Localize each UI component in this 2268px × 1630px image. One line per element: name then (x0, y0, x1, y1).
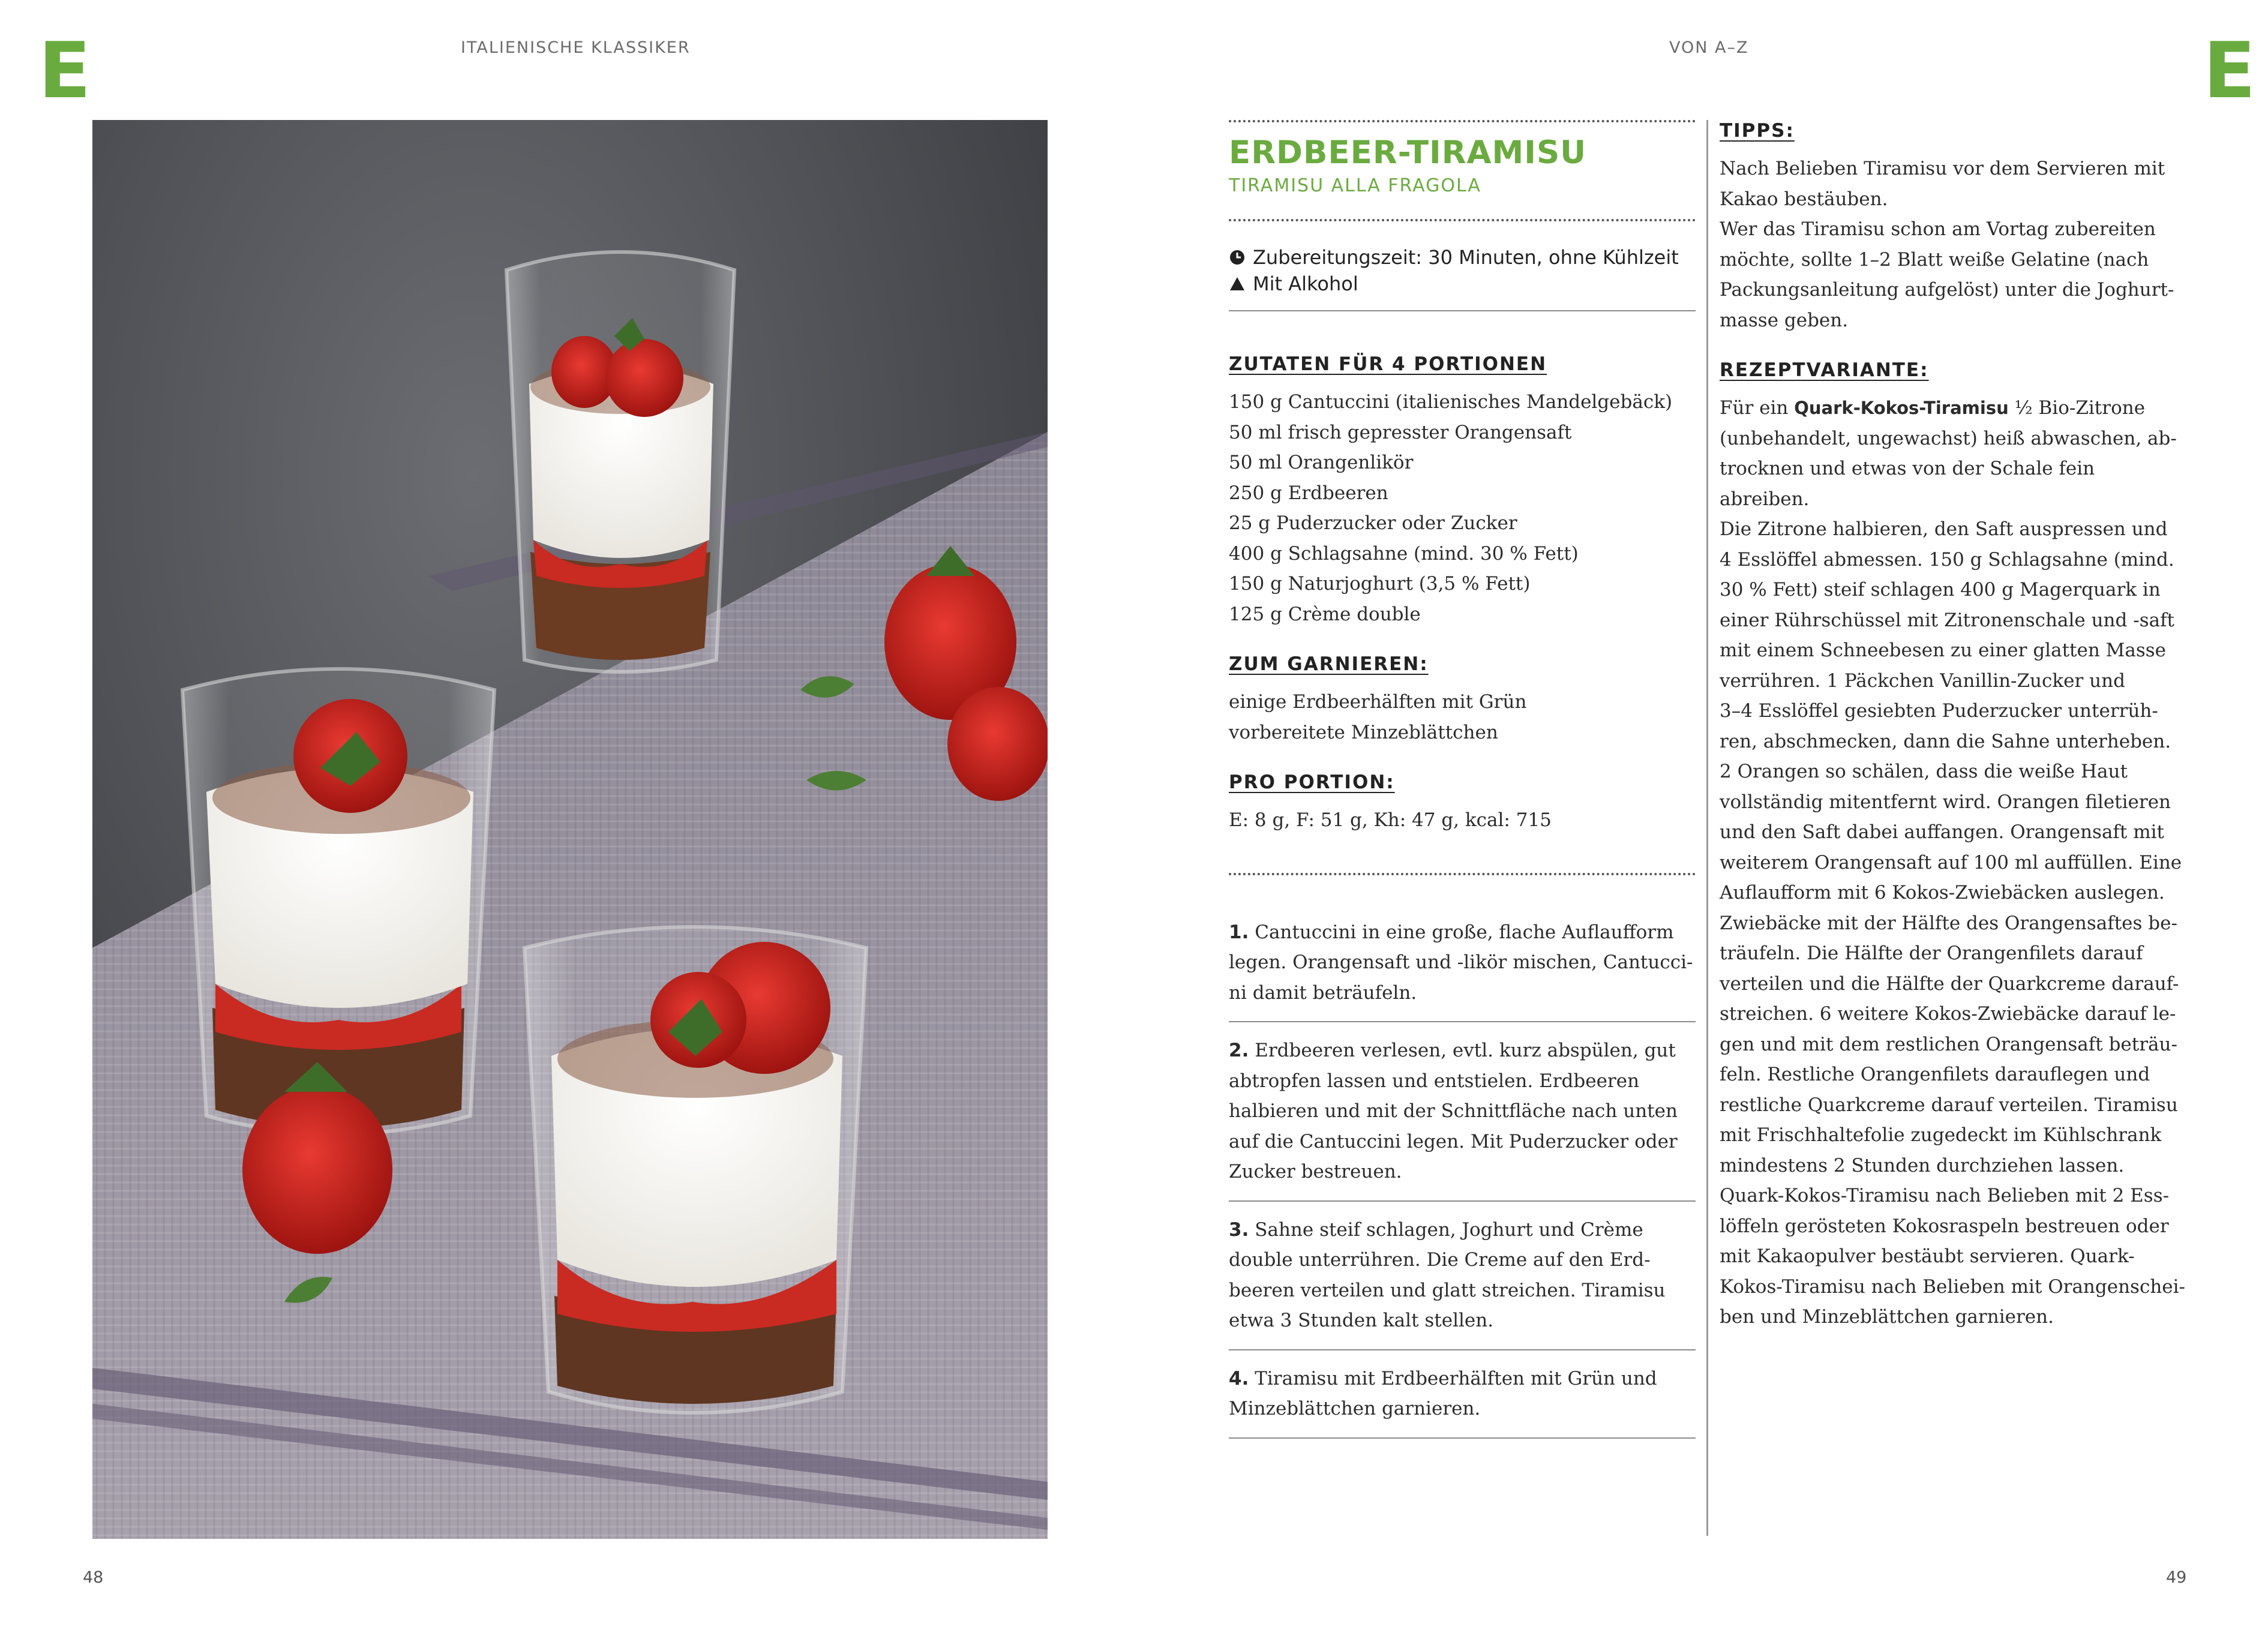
variant-line: verrühren. 1 Päckchen Vanillin-Zucker und (1720, 670, 2125, 692)
recipe-meta (1229, 244, 1696, 297)
ingredient-item: 400 g Schlagsahne (mind. 30 % Fett) (1229, 542, 1579, 565)
step-line: Sahne steif schlagen, Joghurt und Crème (1255, 1218, 1643, 1241)
clock-icon (1229, 249, 1246, 266)
step-line: etwa 3 Stunden kalt stellen. (1229, 1310, 1494, 1332)
variant-line: träufeln. Die Hälfte der Orangenfilets darauf (1720, 942, 2143, 964)
step-line: Tiramisu mit Erdbeerhälften mit Grün und (1255, 1367, 1657, 1389)
ingredient-item: 150 g Naturjoghurt (3,5 % Fett) (1229, 573, 1531, 595)
variant-line: gen und mit dem restlichen Orangensaft beträu- (1720, 1033, 2177, 1055)
variant-line: Auflaufform mit 6 Kokos-Zwiebäcken auslegen. (1720, 882, 2165, 903)
variant-line: Zwiebäcke mit der Hälfte des Orangensaftes be- (1720, 912, 2177, 934)
step-number: 4. (1229, 1367, 1249, 1389)
tips-column (1720, 120, 2188, 1332)
step-number: 2. (1229, 1040, 1249, 1062)
variant-first-line: ½ Bio-Zitrone (2014, 397, 2146, 419)
step-number: 1. (1229, 921, 1249, 943)
variant-heading: REZEPTVARIANTE: (1720, 359, 1929, 381)
variant-line: trocknen und etwas von der Schale fein abreiben. (1720, 458, 2095, 510)
variant-line: (unbehandelt, ungewachst) heiß abwaschen, ab- (1720, 427, 2177, 449)
ingredient-item: 50 ml Orangenlikör (1229, 452, 1414, 474)
step-line: halbieren und mit der Schnittfläche nach unten (1229, 1100, 1678, 1122)
step-line: ni damit beträufeln. (1229, 981, 1417, 1004)
rule (1229, 1349, 1696, 1350)
dessert-photo (92, 120, 1048, 1539)
step-line: Cantuccini in eine große, flache Auflaufform (1255, 921, 1674, 943)
step-line: abtropfen lassen und entstielen. Erdbeeren (1229, 1070, 1640, 1092)
variant-line: streichen. 6 weitere Kokos-Zwiebäcke darauf le- (1720, 1003, 2176, 1025)
variant-line: vollständig mitentfernt wird. Orangen filetieren (1720, 791, 2171, 813)
tips-line: möchte, sollte 1–2 Blatt weiße Gelatine (nach (1720, 248, 2149, 271)
ingredient-item: 125 g Crème double (1229, 603, 1421, 625)
portion-values: E: 8 g, F: 51 g, Kh: 47 g, kcal: 715 (1229, 809, 1552, 831)
ingredients-heading: ZUTATEN FÜR 4 PORTIONEN (1229, 353, 1547, 376)
variant-line: 30 % Fett) steif schlagen 400 g Magerquark in (1720, 579, 2161, 601)
dotted-rule (1229, 219, 1696, 221)
garnish-item: vorbereitete Minzeblättchen (1229, 721, 1498, 743)
tips-line: Nach Belieben Tiramisu vor dem Servieren mit (1720, 158, 2165, 179)
tips-line: Kakao bestäuben. (1720, 188, 1888, 210)
step-line: double unterrühren. Die Creme auf den Erd- (1229, 1249, 1651, 1271)
step-line: Erdbeeren verlesen, evtl. kurz abspülen, gut (1255, 1040, 1676, 1062)
recipe-title: ERDBEER-TIRAMISU (1229, 134, 1587, 171)
variant-line (1720, 393, 2188, 424)
step-line: Zucker bestreuen. (1229, 1161, 1402, 1183)
recipe-subtitle: TIRAMISU ALLA FRAGOLA (1229, 175, 1481, 197)
section-letter-left: E (38, 26, 91, 116)
garnish-item: einige Erdbeerhälften mit Grün (1229, 691, 1527, 713)
variant-line: 2 Orangen so schälen, dass die weiße Haut (1720, 761, 2128, 782)
variant-line: löffeln gerösteten Kokosraspeln bestreuen oder (1720, 1215, 2169, 1237)
rule (1229, 1437, 1696, 1439)
page-number-right: 49 (2166, 1568, 2187, 1587)
variant-line: mit einem Schneebesen zu einer glatten Masse (1720, 640, 2167, 661)
step-line: auf die Cantuccini legen. Mit Puderzucker oder (1229, 1130, 1678, 1152)
step-3 (1229, 1215, 1696, 1336)
portion-heading: PRO PORTION: (1229, 772, 1395, 794)
ingredients-list (1229, 387, 1696, 629)
variant-line: einer Rührschüssel mit Zitronenschale und -saft (1720, 609, 2175, 631)
variant-intro: Für ein (1720, 397, 1789, 419)
prep-time-text: Zubereitungszeit: 30 Minuten, ohne Kühlzeit (1253, 246, 1679, 269)
column-divider (1706, 120, 1708, 1536)
step-line: beeren verteilen und glatt streichen. Tiramisu (1229, 1279, 1666, 1301)
variant-line: 3–4 Esslöffel gesiebten Puderzucker unterrüh- (1720, 700, 2158, 722)
variant-line: 4 Esslöffel abmessen. 150 g Schlagsahne (mind. (1720, 548, 2174, 571)
variant-line: und den Saft dabei auffangen. Orangensaft mit (1720, 821, 2164, 843)
tips-line: masse geben. (1720, 309, 1849, 331)
tips-line: Wer das Tiramisu schon am Vortag zubereiten (1720, 218, 2156, 240)
ingredient-item: 250 g Erdbeeren (1229, 482, 1388, 504)
running-head-right: VON A–Z (1669, 38, 1749, 57)
step-line: Minzeblättchen garnieren. (1229, 1398, 1481, 1420)
garnish-list (1229, 687, 1696, 748)
recipe-column (1229, 120, 1696, 1439)
dotted-rule (1229, 873, 1696, 875)
alcohol-note (1229, 271, 1696, 297)
variant-name: Quark-Kokos-Tiramisu (1794, 398, 2009, 418)
dotted-rule (1229, 120, 1696, 122)
tips-text (1720, 154, 2188, 335)
variant-line: Quark-Kokos-Tiramisu nach Belieben mit 2 Ess- (1720, 1185, 2170, 1206)
page-number-left: 48 (83, 1568, 104, 1587)
ingredient-item: 25 g Puderzucker oder Zucker (1229, 512, 1517, 535)
section-letter-right: E (2203, 26, 2256, 116)
variant-line: ben und Minzeblättchen garnieren. (1720, 1306, 2054, 1328)
variant-line: restliche Quarkcreme darauf verteilen. Tiramisu (1720, 1094, 2178, 1116)
step-number: 3. (1229, 1218, 1249, 1241)
variant-line: ren, abschmecken, dann die Sahne unterheben. (1720, 730, 2171, 752)
variant-line: weiterem Orangensaft auf 100 ml auffüllen. Eine (1720, 851, 2182, 873)
ingredient-item: 50 ml frisch gepresster Orangensaft (1229, 421, 1572, 443)
variant-line: mindestens 2 Stunden durchziehen lassen. (1720, 1154, 2125, 1176)
rule (1229, 310, 1696, 311)
prep-time (1229, 244, 1696, 271)
tips-heading: TIPPS: (1720, 120, 1795, 142)
alcohol-text: Mit Alkohol (1253, 272, 1358, 296)
variant-text (1720, 393, 2188, 1332)
triangle-icon (1229, 275, 1246, 292)
tips-line: Packungsanleitung aufgelöst) unter die Joghurt- (1720, 279, 2174, 301)
step-1 (1229, 917, 1696, 1008)
variant-line: mit Frischhaltefolie zugedeckt im Kühlschrank (1720, 1124, 2162, 1146)
step-2 (1229, 1035, 1696, 1187)
step-4 (1229, 1364, 1696, 1424)
variant-line: Die Zitrone halbieren, den Saft auspressen und (1720, 518, 2168, 540)
running-head-left: ITALIENISCHE KLASSIKER (461, 38, 691, 57)
rule (1229, 1200, 1696, 1202)
variant-line: verteilen und die Hälfte der Quarkcreme darauf- (1720, 972, 2179, 995)
rule (1229, 1021, 1696, 1022)
variant-line: mit Kakaopulver bestäubt servieren. Quark- (1720, 1245, 2135, 1267)
variant-line: Kokos-Tiramisu nach Belieben mit Orangenschei- (1720, 1275, 2186, 1298)
variant-line: feln. Restliche Orangenfilets darauflegen und (1720, 1064, 2150, 1085)
step-line: legen. Orangensaft und -likör mischen, Cantucci- (1229, 951, 1693, 974)
garnish-heading: ZUM GARNIEREN: (1229, 653, 1429, 676)
ingredient-item: 150 g Cantuccini (italienisches Mandelgebäck) (1229, 391, 1673, 413)
